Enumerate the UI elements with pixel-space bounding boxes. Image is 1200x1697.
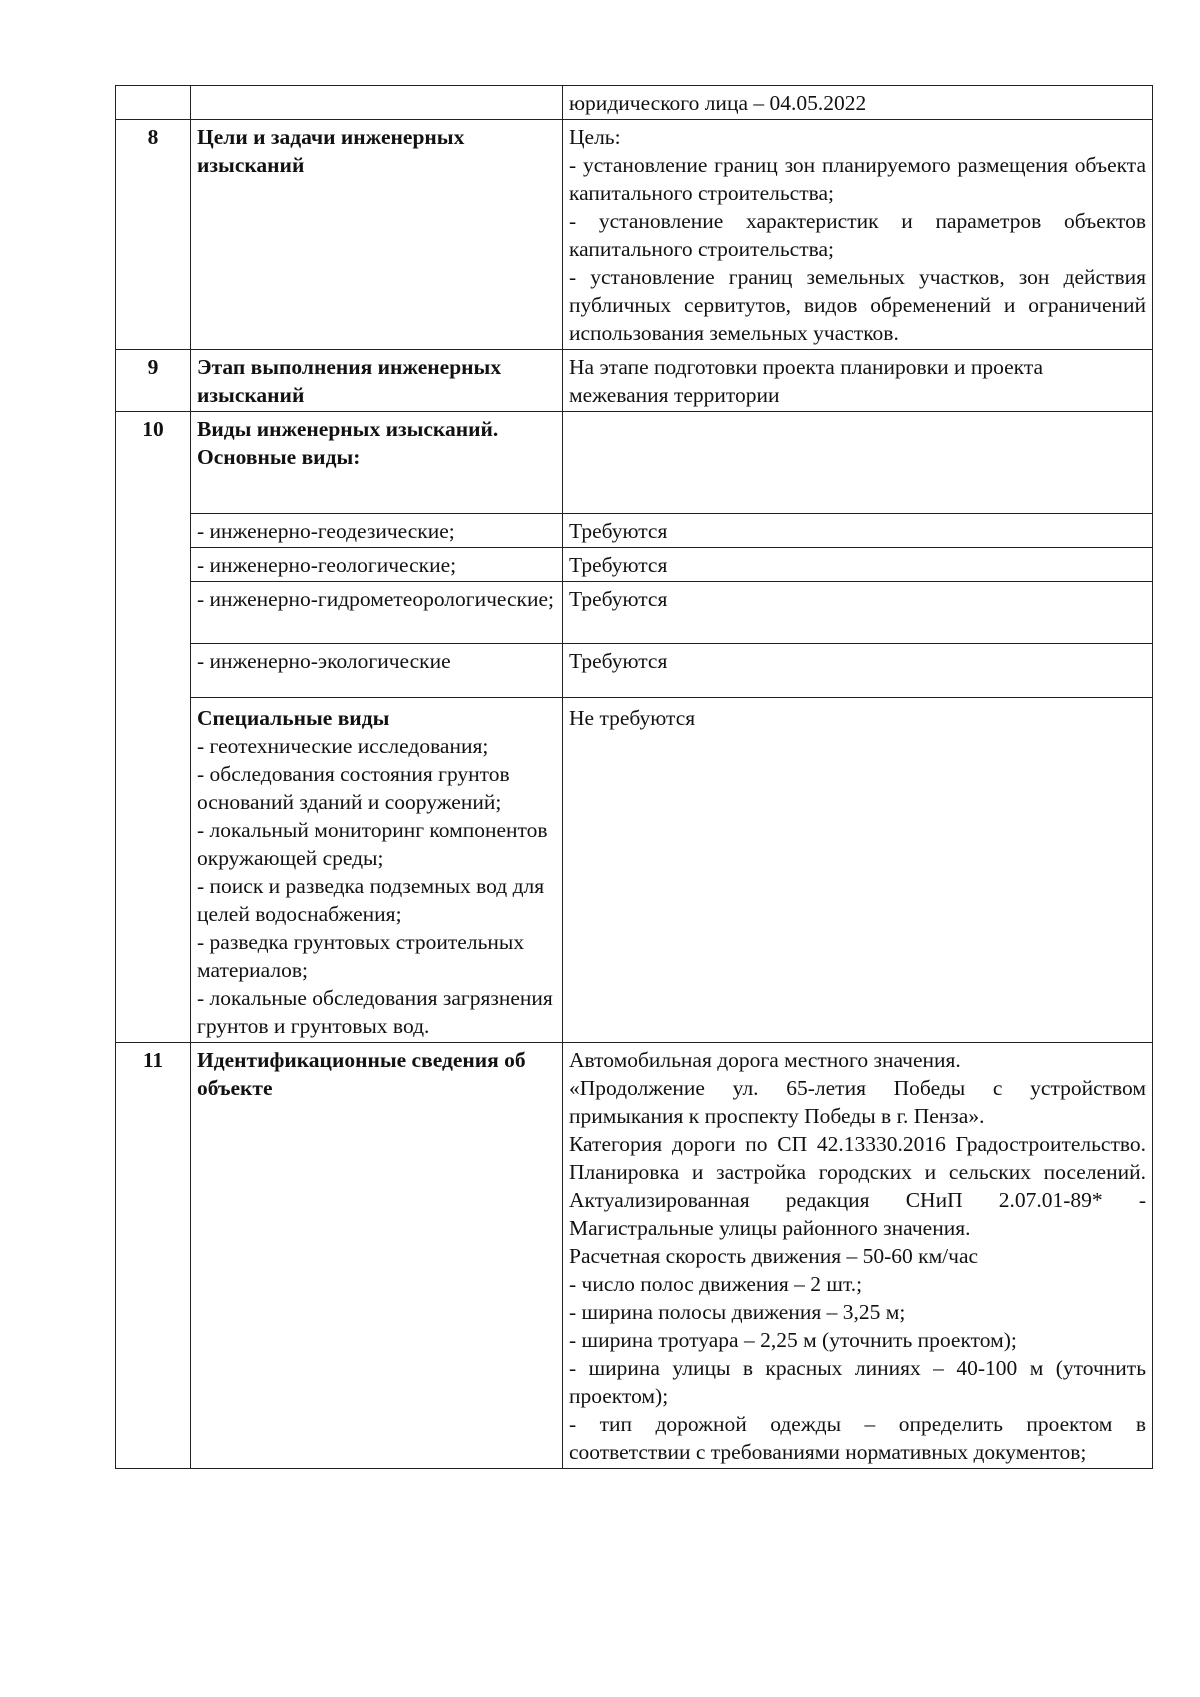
row-label xyxy=(191,86,563,120)
goal-item: - установление границ земельных участков, зон действия публичных сервитутов, видов обременений и ограничений использования земельных участков. xyxy=(569,265,1146,345)
special-types xyxy=(191,698,563,1043)
goal-title: Цель: xyxy=(569,125,621,149)
table-row-11 xyxy=(116,1043,1153,1469)
special-types-value: Не требуются xyxy=(563,698,1153,1043)
special-type-item: - локальный мониторинг компонентов окружающей среды; xyxy=(197,818,548,870)
object-info-line: - ширина улицы в красных линиях – 40-100 м (уточнить проектом); xyxy=(569,1356,1146,1408)
row-label: Виды инженерных изысканий. Основные виды: xyxy=(191,412,563,514)
table-row-9 xyxy=(116,350,1153,412)
requirements-table xyxy=(115,85,1153,1469)
goal-item: - установление границ зон планируемого размещения объекта капитального строительства; xyxy=(569,153,1146,205)
row-value: На этапе подготовки проекта планировки и проекта межевания территории xyxy=(563,350,1153,412)
row-label: Этап выполнения инженерных изысканий xyxy=(191,350,563,412)
special-type-item: - локальные обследования загрязнения грунтов и грунтовых вод. xyxy=(197,986,553,1038)
row-value xyxy=(563,412,1153,514)
survey-type-value: Требуются xyxy=(563,548,1153,582)
table-row-7 xyxy=(116,86,1153,120)
table-row-10-header xyxy=(116,412,1153,514)
object-info-line: «Продолжение ул. 65-летия Победы с устройством примыкания к проспекту Победы в г. Пенза». xyxy=(569,1076,1146,1128)
row-label: Идентификационные сведения об объекте xyxy=(191,1043,563,1469)
table-row-10-subrow xyxy=(116,548,1153,582)
object-info-line: Расчетная скорость движения – 50-60 км/час xyxy=(569,1244,979,1268)
row-number xyxy=(116,86,191,120)
goal-item: - установление характеристик и параметров объектов капитального строительства; xyxy=(569,209,1146,261)
survey-type-name: - инженерно-экологические xyxy=(191,644,563,698)
survey-type-name: - инженерно-геологические; xyxy=(191,548,563,582)
survey-type-value: Требуются xyxy=(563,582,1153,644)
object-info-line: - тип дорожной одежды – определить проектом в соответствии с требованиями нормативных документов; xyxy=(569,1412,1146,1464)
row-number: 9 xyxy=(116,350,191,412)
row-label: Цели и задачи инженерных изысканий xyxy=(191,120,563,350)
row-number: 10 xyxy=(116,412,191,1043)
survey-type-name: - инженерно-геодезические; xyxy=(191,514,563,548)
special-type-item: - разведка грунтовых строительных материалов; xyxy=(197,930,525,982)
survey-type-value: Требуются xyxy=(563,514,1153,548)
special-types-title: Специальные виды xyxy=(197,706,390,730)
row-number: 11 xyxy=(116,1043,191,1469)
special-type-item: - обследования состояния грунтов оснований зданий и сооружений; xyxy=(197,762,510,814)
table-row-10-special xyxy=(116,698,1153,1043)
object-info-line: Категория дороги по СП 42.13330.2016 Градостроительство. Планировка и застройка городских и сельских поселений. Актуализированная редакция СНиП 2.07.01-89* - Магистральные улицы районного значения. xyxy=(569,1132,1146,1240)
row-number: 8 xyxy=(116,120,191,350)
row-value: юридического лица – 04.05.2022 xyxy=(563,86,1153,120)
table-row-10-subrow xyxy=(116,514,1153,548)
table-row-10-subrow xyxy=(116,644,1153,698)
table-row-10-subrow xyxy=(116,582,1153,644)
survey-type-value: Требуются xyxy=(563,644,1153,698)
row-value xyxy=(563,1043,1153,1469)
object-info-line: Автомобильная дорога местного значения. xyxy=(569,1048,961,1072)
special-type-item: - геотехнические исследования; xyxy=(197,734,489,758)
survey-type-name: - инженерно-гидрометеорологические; xyxy=(191,582,563,644)
special-type-item: - поиск и разведка подземных вод для целей водоснабжения; xyxy=(197,874,545,926)
object-info-line: - ширина тротуара – 2,25 м (уточнить проектом); xyxy=(569,1328,1017,1352)
row-value xyxy=(563,120,1153,350)
table-row-8 xyxy=(116,120,1153,350)
object-info-line: - число полос движения – 2 шт.; xyxy=(569,1272,863,1296)
object-info-line: - ширина полосы движения – 3,25 м; xyxy=(569,1300,906,1324)
